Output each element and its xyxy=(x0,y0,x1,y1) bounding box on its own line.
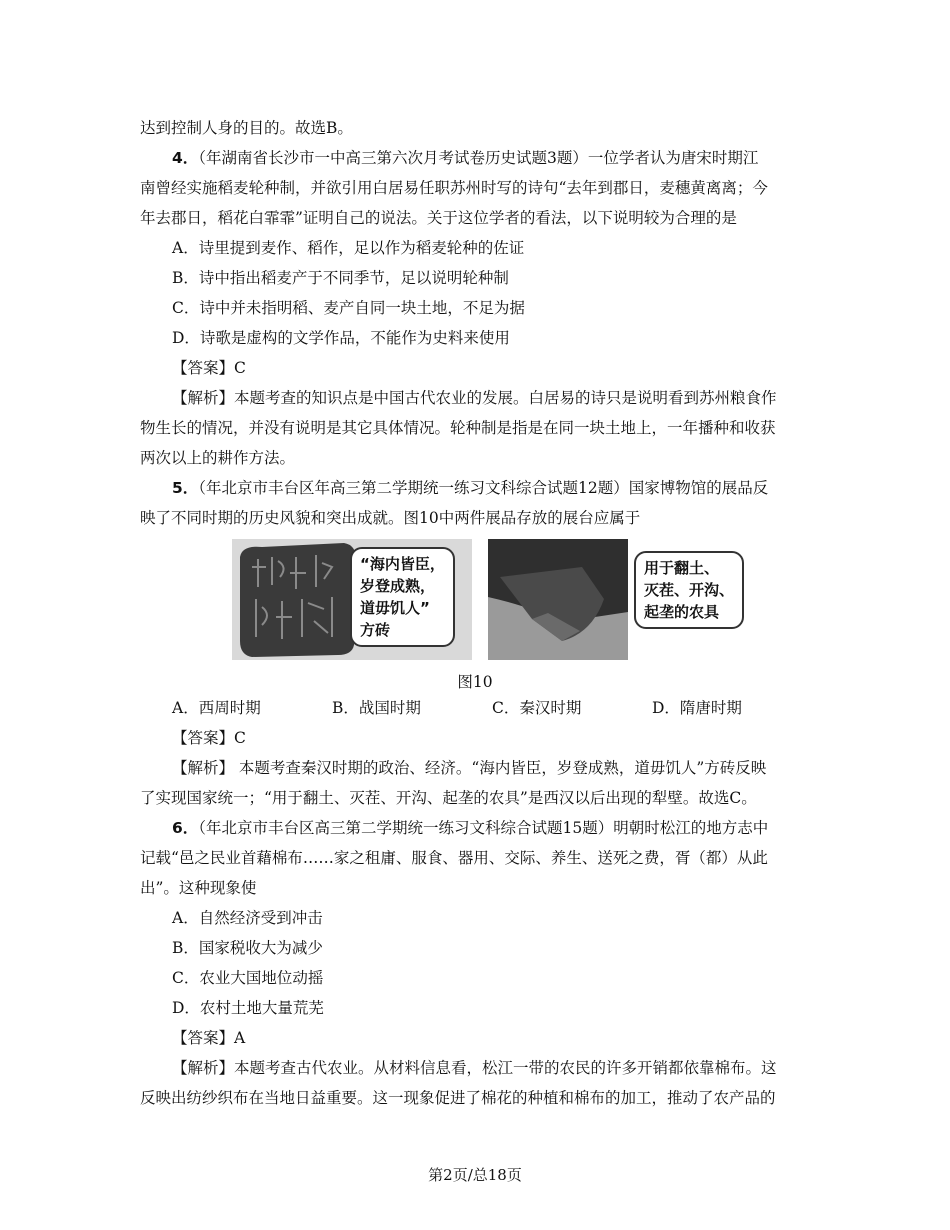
question-text: 记载“邑之民业首藉棉布……家之租庸、服食、器用、交际、养生、送死之费，胥（都）从此 xyxy=(140,849,768,867)
option-d: D．农村土地大量荒芜 xyxy=(172,999,324,1017)
question-text: （年湖南省长沙市一中高三第六次月考试卷历史试题3题）一位学者认为唐宋时期江 xyxy=(198,149,759,167)
option-c: C．秦汉时期 xyxy=(492,699,582,717)
callout-line: “海内皆臣， xyxy=(360,555,445,573)
text-line: 达到控制人身的目的。故选B。 xyxy=(140,119,353,137)
callout-line: 道毋饥人” xyxy=(360,599,430,617)
option-a: A．诗里提到麦作、稻作，足以作为稻麦轮种的佐证 xyxy=(172,239,525,257)
question-number: 5． xyxy=(172,479,199,497)
explanation: 了实现国家统一；“用于翻土、灭茬、开沟、起垄的农具”是西汉以后出现的犁壁。故选C。 xyxy=(140,789,757,807)
option-d: D．诗歌是虚构的文学作品，不能作为史料来使用 xyxy=(172,329,510,347)
answer: 【答案】A xyxy=(172,1029,246,1047)
question-5-options xyxy=(172,698,812,718)
answer: 【答案】C xyxy=(172,729,246,747)
explanation: 两次以上的耕作方法。 xyxy=(140,449,296,467)
option-b: B．国家税收大为减少 xyxy=(172,939,323,957)
callout-line: 方砖 xyxy=(360,621,391,639)
callout-line: 岁登成熟， xyxy=(360,577,436,595)
question-5-stem xyxy=(172,478,812,498)
callout-brick xyxy=(350,547,455,647)
question-text: 年去郡日，稻花白霏霏”证明自己的说法。关于这位学者的看法，以下说明较为合理的是 xyxy=(140,209,737,227)
figure-caption: 图10 xyxy=(457,673,493,691)
callout-line: 用于翻土、 xyxy=(644,559,720,577)
question-number: 6． xyxy=(172,819,199,837)
question-text: （年北京市丰台区年高三第二学期统一练习文科综合试题12题）国家博物馆的展品反 xyxy=(198,479,769,497)
explanation: 物生长的情况，并没有说明是其它具体情况。轮种制是指是在同一块土地上，一年播种和收获 xyxy=(140,419,776,437)
explanation: 【解析】本题考查古代农业。从材料信息看，松江一带的农民的许多开销都依靠棉布。这 xyxy=(172,1059,777,1077)
question-text: 映了不同时期的历史风貌和突出成就。图10中两件展品存放的展台应属于 xyxy=(140,509,641,527)
option-a: A．自然经济受到冲击 xyxy=(172,909,323,927)
explanation: 反映出纺纱织布在当地日益重要。这一现象促进了棉花的种植和棉布的加工，推动了农产品的 xyxy=(140,1089,776,1107)
explanation: 【解析】本题考查的知识点是中国古代农业的发展。白居易的诗只是说明看到苏州粮食作 xyxy=(172,389,777,407)
page-footer: 第2页/总18页 xyxy=(428,1166,522,1184)
question-4-stem xyxy=(172,148,812,168)
option-c: C．农业大国地位动摇 xyxy=(172,969,324,987)
question-6-stem xyxy=(172,818,812,838)
callout-line: 灭茬、开沟、 xyxy=(644,581,735,599)
explanation: 【解析】 本题考查秦汉时期的政治、经济。“海内皆臣，岁登成熟，道毋饥人”方砖反映 xyxy=(172,759,767,777)
callout-plough xyxy=(634,551,744,629)
option-a: A．西周时期 xyxy=(172,699,261,717)
option-b: B．诗中指出稻麦产于不同季节，足以说明轮种制 xyxy=(172,269,509,287)
option-d: D．隋唐时期 xyxy=(652,699,742,717)
answer: 【答案】C xyxy=(172,359,246,377)
question-number: 4． xyxy=(172,149,199,167)
figure-10 xyxy=(232,537,752,662)
question-text: （年北京市丰台区高三第二学期统一练习文科综合试题15题）明朝时松江的地方志中 xyxy=(198,819,769,837)
question-text: 南曾经实施稻麦轮种制，并欲引用白居易任职苏州时写的诗句“去年到郡日，麦穗黄离离；今 xyxy=(140,179,768,197)
option-b: B．战国时期 xyxy=(332,699,421,717)
option-c: C．诗中并未指明稻、麦产自同一块土地，不足为据 xyxy=(172,299,525,317)
callout-line: 起垄的农具 xyxy=(644,603,720,621)
question-text: 出”。这种现象使 xyxy=(140,879,257,897)
